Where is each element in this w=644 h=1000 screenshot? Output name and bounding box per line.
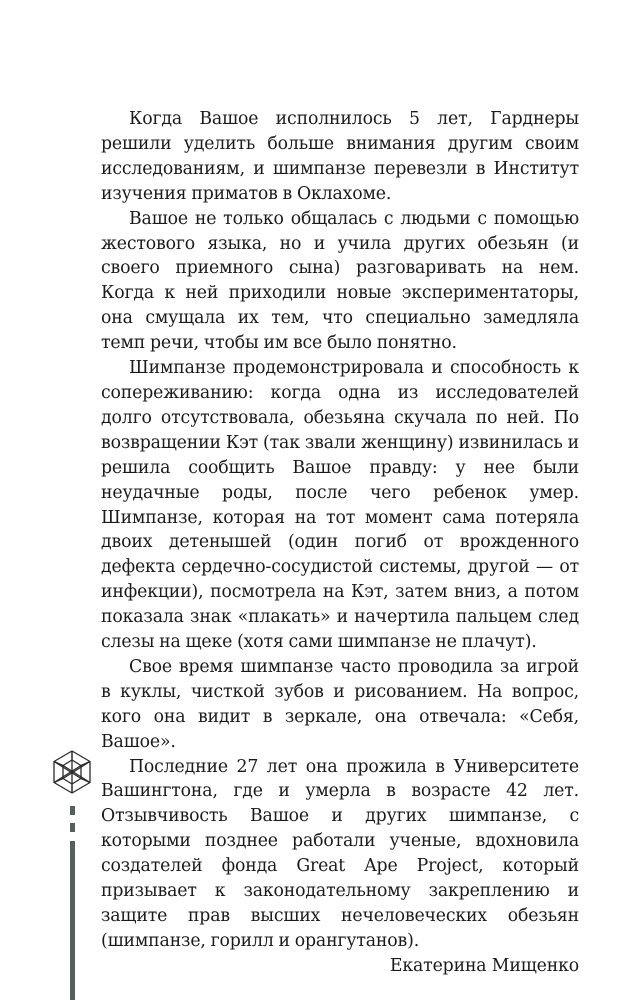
paragraph: Свое время шимпанзе часто проводила за игрой в куклы, чисткой зубов и рисованием. На вопрос, кого она видит в зеркале, она отвечала: «Себя, Вашое». — [101, 656, 579, 752]
paragraph: Когда Вашое исполнилось 5 лет, Гарднеры решили уделить больше внимания другим своим исследованиям, и шимпанзе перевезли в Институт изучения приматов в Оклахоме. — [101, 109, 579, 204]
side-rule-dash — [70, 806, 75, 815]
article-text — [101, 107, 579, 979]
side-rule-dash — [70, 823, 75, 832]
paragraph: Шимпанзе продемонстрировала и способность к сопереживанию: когда одна из исследователей долго отсутствовала, обезьяна скучала по ней. По возвращении Кэт (так звали женщину) извинилась и решила сообщить Вашое правду: у нее были неудачные роды, после чего ребенок умер. Шимпанзе, которая на тот момент сама потеряла двоих детенышей (один погиб от врожденного дефекта сердечно-сосудистой системы, другой — от инфекции), посмотрела на Кэт, затем вниз, а потом показала знак «плакать» и начертила пальцем след слезы на щеке (хотя сами шимпанзе не плачут). — [101, 358, 579, 653]
paragraph: Последние 27 лет она прожила в Университете Вашингтона, где и умерла в возрасте 42 лет. Отзывчивость Вашое и других шимпанзе, с которыми позднее работали ученые, вдохновила создателей фонда Great Ape Project, который призывает к законодательному закреплению и защите прав высших нечеловеческих обезьян (шимпанзе, горилл и орангутанов). — [101, 756, 579, 951]
tesseract-icon — [48, 748, 96, 796]
side-rule-bar — [70, 841, 75, 1000]
paragraph: Вашое не только общалась с людьми с помощью жестового языка, но и учила других обезьян (и своего приемного сына) разговаривать на нем. Когда к ней приходили новые экспериментаторы, она смущала их тем, что специально замедляла темп речи, чтобы им все было понятно. — [101, 208, 579, 354]
author-signature: Екатерина Мищенко — [389, 955, 579, 976]
